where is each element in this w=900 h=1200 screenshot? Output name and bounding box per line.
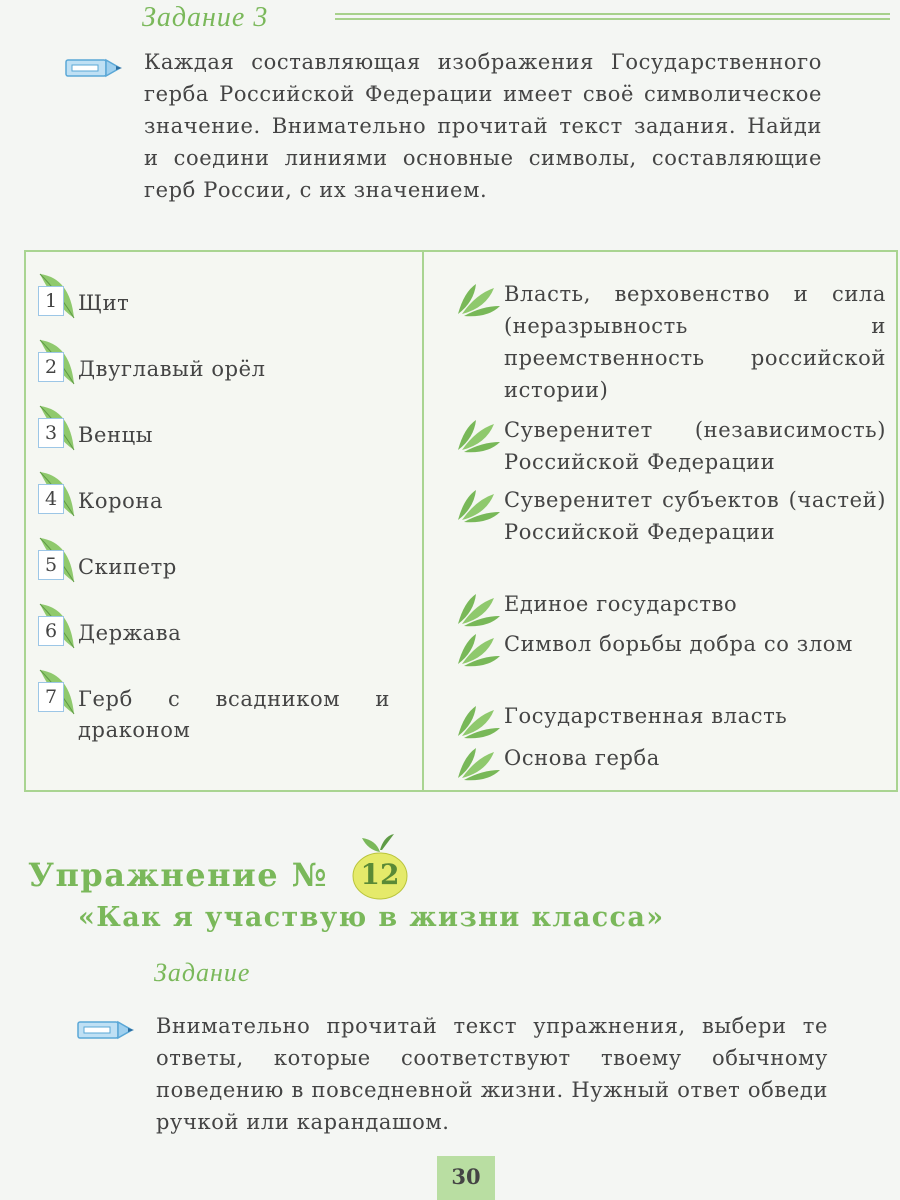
exercise-number-badge <box>350 832 410 900</box>
pencil-icon <box>64 56 124 80</box>
symbol-label: Герб с всадником и драконом <box>78 687 390 742</box>
symbol-number: 6 <box>38 616 64 646</box>
meaning-item <box>454 700 886 740</box>
table-divider <box>422 250 424 792</box>
symbol-item <box>36 668 404 742</box>
symbol-item <box>36 470 163 524</box>
symbol-item <box>36 536 177 590</box>
meaning-text: Единое государство <box>504 592 738 616</box>
symbol-number: 1 <box>38 286 64 316</box>
symbol-label: Двуглавый орёл <box>78 357 266 381</box>
meaning-text: Государственная власть <box>504 704 788 728</box>
task3-heading: Задание 3 <box>142 2 269 33</box>
meaning-item <box>454 628 886 668</box>
exercise-instruction: Внимательно прочитай текст упражнения, выбери те ответы, которые соответствуют твоему обычному поведению в повседневной жизни. Нужный ответ обведи ручкой или карандашом. <box>156 1014 828 1134</box>
symbol-number: 5 <box>38 550 64 580</box>
meaning-item <box>454 484 886 548</box>
task3-instruction: Каждая составляющая изображения Государственного герба Российской Федерации имеет своё символическое значение. Внимательно прочитай текст задания. Найди и соедини линиями основные символы, составляющие герб России, с их значением. <box>144 50 822 202</box>
meaning-item <box>454 278 886 406</box>
meaning-text: Символ борьбы добра со злом <box>504 632 853 656</box>
symbol-number: 4 <box>38 484 64 514</box>
pencil-icon <box>76 1018 136 1042</box>
leaf-icon <box>454 278 504 318</box>
leaf-icon <box>454 484 504 524</box>
symbol-item <box>36 272 129 326</box>
exercise-task-heading: Задание <box>154 958 251 987</box>
meaning-text: Суверенитет (независимость) Российской Федерации <box>504 418 886 474</box>
symbol-number: 3 <box>38 418 64 448</box>
symbol-item <box>36 338 266 392</box>
symbol-label: Венцы <box>78 423 154 447</box>
leaf-icon <box>454 628 504 668</box>
exercise-number: 12 <box>360 858 400 891</box>
meaning-text: Власть, верховенство и сила (неразрывность и преемственность российской истории) <box>504 282 886 402</box>
symbol-number: 2 <box>38 352 64 382</box>
meaning-item <box>454 414 886 478</box>
symbol-label: Щит <box>78 291 130 315</box>
leaf-icon <box>454 588 504 628</box>
exercise-subtitle: «Как я участвую в жизни класса» <box>78 902 665 933</box>
heading-rule <box>335 13 890 22</box>
symbol-item <box>36 602 181 656</box>
meaning-item <box>454 742 886 782</box>
meaning-item <box>454 588 886 628</box>
symbol-item <box>36 404 153 458</box>
symbol-number: 7 <box>38 682 64 712</box>
leaf-icon <box>454 700 504 740</box>
meaning-text: Основа герба <box>504 746 660 770</box>
symbol-label: Держава <box>78 621 182 645</box>
page-number: 30 <box>437 1156 495 1200</box>
leaf-icon <box>454 414 504 454</box>
leaf-icon <box>454 742 504 782</box>
symbol-label: Скипетр <box>78 555 177 579</box>
meaning-text: Суверенитет субъектов (частей) Российской Федерации <box>504 488 886 544</box>
symbol-label: Корона <box>78 489 164 513</box>
exercise-title: Упражнение № <box>28 856 329 894</box>
